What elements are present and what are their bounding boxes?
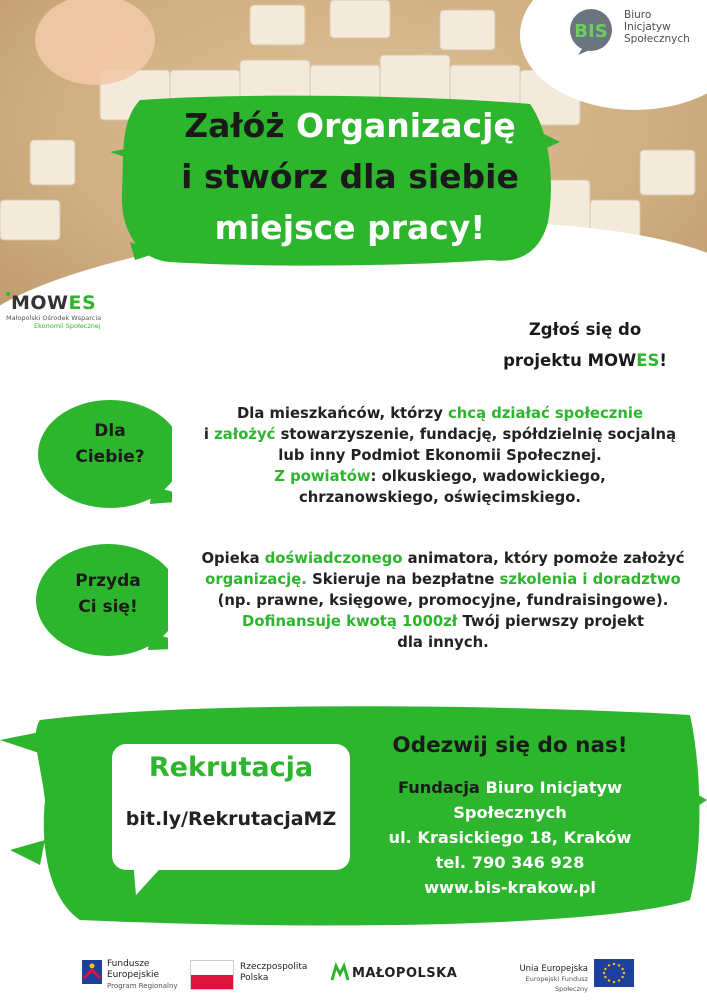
recruitment-link[interactable]: bit.ly/RekrutacjaMZ <box>125 808 337 830</box>
headline-word: Załóż <box>184 106 285 145</box>
rzeczpospolita-label <box>240 962 307 984</box>
text-part: Opieka <box>201 550 265 567</box>
speech-tail-icon <box>128 860 178 900</box>
footer-text: Polska <box>240 973 269 983</box>
mowes-name-a: MOW <box>11 292 69 314</box>
text-highlight: doświadczonego <box>264 550 403 567</box>
text-part: Fundacja <box>397 778 486 797</box>
cta-part: projektu <box>503 351 588 370</box>
bubble-line: Przyda <box>75 571 141 591</box>
text-part: Skieruje na bezpłatne <box>306 571 500 588</box>
bubble-line: Ci się! <box>78 597 138 617</box>
mowes-logo <box>6 292 156 330</box>
cta-line-1: Zgłoś się do <box>528 320 642 339</box>
fundusze-europejskie-label <box>107 959 178 992</box>
poland-flag-icon <box>190 960 234 990</box>
mowes-subtitle-green: Ekonomii Społecznej <box>34 322 101 330</box>
text-part: i <box>203 426 215 443</box>
contact-address: ul. Krasickiego 18, Kraków <box>388 828 632 847</box>
bis-logo-mark: BIS <box>574 21 608 42</box>
bis-logo-line: Społecznych <box>624 33 690 45</box>
para-line <box>183 569 703 590</box>
para-line <box>190 466 690 487</box>
para-line: (np. prawne, księgowe, promocyjne, fundraisingowe). <box>217 592 669 609</box>
para-line <box>183 611 703 632</box>
cta-part: ! <box>659 351 667 370</box>
footer-text: Rzeczpospolita <box>240 962 308 972</box>
mowes-dot-icon <box>6 292 10 296</box>
malopolska-label: MAŁOPOLSKA <box>352 966 458 981</box>
contact-line: Społecznych <box>453 803 567 822</box>
bis-logo-icon <box>566 6 616 56</box>
bubble-for-you <box>40 418 180 470</box>
fundusze-europejskie-icon <box>80 956 106 986</box>
contact-phone[interactable]: tel. 790 346 928 <box>435 853 585 872</box>
bubble-useful <box>38 568 178 620</box>
cta-line-2 <box>470 345 700 376</box>
contact-heading: Odezwij się do nas! <box>392 733 628 758</box>
cta-part: MOW <box>587 351 637 370</box>
footer-text: Fundusze <box>107 959 150 969</box>
footer-text: Europejski Fundusz Społeczny <box>525 975 588 993</box>
para-line: lub inny Podmiot Ekonomii Społecznej. <box>278 447 602 464</box>
para-line: dla innych. <box>397 634 489 651</box>
contact-line <box>345 775 675 800</box>
para-line <box>183 548 703 569</box>
headline-line-1 <box>150 100 550 151</box>
para-line: chrzanowskiego, oświęcimskiego. <box>298 489 581 506</box>
bis-logo-line: Inicjatyw <box>624 21 671 33</box>
mowes-name-b: ES <box>68 292 97 314</box>
footer-text: Program Regionalny <box>107 982 178 990</box>
headline-line-3: miejsce pracy! <box>214 208 486 247</box>
headline <box>150 100 550 253</box>
headline-highlight: Organizację <box>296 106 516 145</box>
text-highlight: chcą działać społecznie <box>448 405 643 422</box>
text-part: Twój pierwszy projekt <box>457 613 644 630</box>
for-you-description <box>190 403 690 508</box>
contact-website[interactable]: www.bis-krakow.pl <box>424 878 596 897</box>
text-part: Dla mieszkańców, którzy <box>236 405 448 422</box>
unia-europejska-label <box>493 964 588 994</box>
footer-text: Unia Europejska <box>519 964 588 974</box>
text-part: : olkuskiego, wadowickiego, <box>370 468 606 485</box>
para-line <box>190 424 690 445</box>
bis-logo-text <box>624 9 707 45</box>
text-highlight: szkolenia i doradztwo <box>499 571 681 588</box>
malopolska-icon <box>330 962 350 982</box>
bis-logo-line: Biuro <box>624 9 652 21</box>
eu-flag-icon <box>594 959 634 987</box>
contact-details <box>345 775 675 900</box>
useful-description <box>183 548 703 653</box>
cta-part: ES <box>636 351 660 370</box>
cta-text <box>470 314 700 376</box>
text-part: animatora, który pomoże założyć <box>402 550 685 567</box>
footer-text: Europejskie <box>107 970 160 980</box>
recruitment-title: Rekrutacja <box>148 752 314 783</box>
bubble-line: Dla <box>94 421 126 441</box>
text-highlight: założyć <box>214 426 276 443</box>
text-highlight: organizację. <box>205 571 307 588</box>
headline-line-2: i stwórz dla siebie <box>181 157 519 196</box>
text-highlight: Z powiatów <box>274 468 371 485</box>
text-highlight: Biuro Inicjatyw <box>485 778 623 797</box>
text-highlight: Dofinansuje kwotą 1000zł <box>242 613 458 630</box>
para-line <box>190 403 690 424</box>
bubble-line: Ciebie? <box>75 447 145 467</box>
mowes-subtitle: Małopolski Ośrodek Wsparcia <box>6 314 102 322</box>
text-part: stowarzyszenie, fundację, spółdzielnię socjalną <box>275 426 677 443</box>
